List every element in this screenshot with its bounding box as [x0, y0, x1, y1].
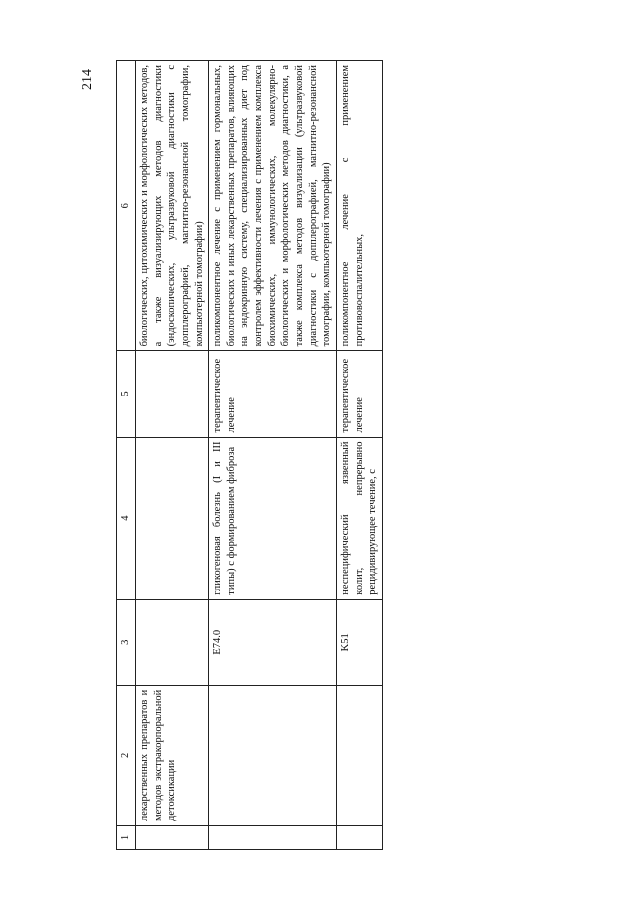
cell-treatment-type — [136, 351, 209, 437]
cell-treatment-type: терапевтическое лечение — [336, 351, 382, 437]
cell-icd-code: E74.0 — [209, 599, 337, 685]
header-col-6: 6 — [117, 61, 136, 351]
cell-number — [209, 825, 337, 849]
page-number: 214 — [80, 69, 95, 91]
cell-treatment-method: биологических, цитохимических и морфологических методов, а также визуализирующих методов диагностики (эндоскопических, ультразвуковой диагностики с допплерографией, магнитно-резонансной томографии, компьютерной томографии) — [136, 61, 209, 351]
cell-number — [136, 825, 209, 849]
cell-model-patient: гликогеновая болезнь (I и III типы) с формированием фиброза — [209, 437, 337, 599]
header-col-3: 3 — [117, 599, 136, 685]
header-row — [117, 61, 136, 850]
cell-profile: лекарственных препаратов и методов экстракорпоральной детоксикации — [136, 685, 209, 825]
cell-icd-code — [136, 599, 209, 685]
cell-treatment-type: терапевтическое лечение — [209, 351, 337, 437]
procedures-table — [116, 60, 383, 850]
table-row — [336, 61, 382, 850]
cell-icd-code: K51 — [336, 599, 382, 685]
cell-model-patient — [136, 437, 209, 599]
header-col-5: 5 — [117, 351, 136, 437]
table-row — [209, 61, 337, 850]
header-col-4: 4 — [117, 437, 136, 599]
rotated-table-wrapper — [116, 60, 546, 850]
header-col-2: 2 — [117, 685, 136, 825]
header-col-1: 1 — [117, 825, 136, 849]
cell-model-patient: неспецифический язвенный колит, непрерывно рецидивирующее течение, с — [336, 437, 382, 599]
cell-number — [336, 825, 382, 849]
cell-profile — [336, 685, 382, 825]
table-row — [136, 61, 209, 850]
cell-treatment-method: поликомпонентное лечение с применением противовоспалительных, — [336, 61, 382, 351]
cell-profile — [209, 685, 337, 825]
cell-treatment-method: поликомпонентное лечение с применением гормональных, биологических и иных лекарственных препаратов, влияющих на эндокринную систему, специализированных диет под контролем эффективности лечения с применением комплекса биохимических, иммунологических, молекулярно-биологических и морфологических методов диагностики, а также комплекса методов визуализации (ультразвуковой диагностики с допплерографией, магнитно-резонансной томографии, компьютерной томографии) — [209, 61, 337, 351]
